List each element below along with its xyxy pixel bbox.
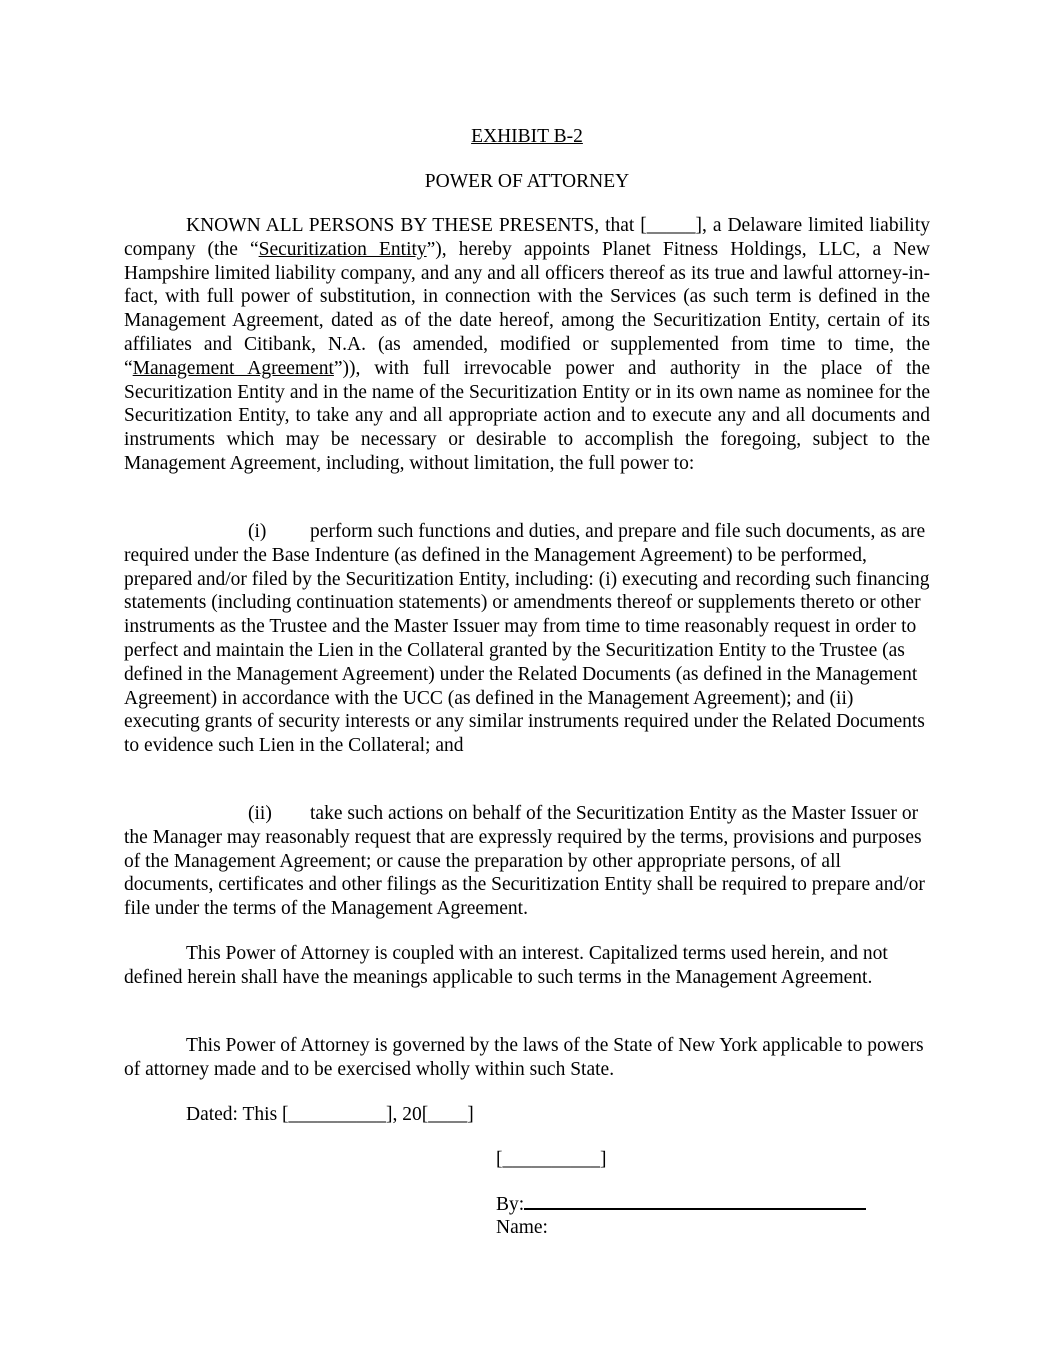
signature-by-line (496, 1192, 916, 1217)
document-title: POWER OF ATTORNEY (424, 171, 630, 192)
signature-line (524, 1192, 866, 1210)
coupled-interest-paragraph (124, 942, 930, 990)
item-ii-text: take such actions on behalf of the Securitization Entity as the Master Issuer or the Manager may reasonably request that are expressly required by the terms, provisions and purposes of the Management Agreement; or cause the preparation by other appropriate persons, of all documents, certificates and other filings as the Securitization Entity shall be required to prepare and/or file under the terms of the Management Agreement. (124, 803, 925, 920)
governing-law-text: This Power of Attorney is governed by the laws of the State of New York applicable to powers of attorney made and to be exercised wholly within such State. (124, 1035, 924, 1080)
intro-text-1: KNOWN ALL PERSONS BY THESE PRESENTS, that [_____], a Delaware limited liability company (the “ (124, 215, 930, 260)
defined-term-management-agreement: Management Agreement (132, 357, 334, 379)
dated-text: Dated: This [__________], 20[____] (186, 1104, 474, 1125)
exhibit-heading: EXHIBIT B-2 (471, 126, 583, 147)
item-ii-paragraph (124, 802, 930, 921)
signature-name-label: Name: (496, 1217, 548, 1238)
intro-paragraph (124, 214, 930, 476)
coupled-interest-text: This Power of Attorney is coupled with an interest. Capitalized terms used herein, and not defined herein shall have the meanings applicable to such terms in the Management Agreement. (124, 943, 888, 988)
intro-text-3: ”)), with full irrevocable power and authority in the place of the Securitization Entity and in the name of the Securitization Entity or in its own name as nominee for the Securitization Entity, to take any and all appropriate action and to execute any and all documents and instruments which may be necessary or desirable to accomplish the foregoing, subject to the Management Agreement, including, without limitation, the full power to: (124, 357, 930, 474)
signature-by-label: By: (496, 1194, 525, 1215)
item-i-text: perform such functions and duties, and prepare and file such documents, as are required under the Base Indenture (as defined in the Management Agreement) to be performed, prepared and/or filed by the Securitization Entity, including: (i) executing and recording such financing statements (including continuation statements) or amendments thereof or supplements thereto or other instruments as the Trustee and the Master Issuer may from time to time reasonably request in order to perfect and maintain the Lien in the Collateral granted by the Securitization Entity to the Trustee (as defined in the Management Agreement) under the Related Documents (as defined in the Management Agreement) in accordance with the UCC (as defined in the Management Agreement); and (ii) executing grants of security interests or any similar instruments required under the Related Documents to evidence such Lien in the Collateral; and (124, 521, 930, 757)
item-ii-number: (ii) (248, 803, 272, 824)
signature-entity: [__________] (496, 1149, 607, 1170)
governing-law-paragraph (124, 1034, 930, 1082)
dated-line (124, 1103, 930, 1127)
defined-term-securitization-entity: Securitization Entity (258, 238, 427, 260)
item-i-number: (i) (248, 521, 267, 542)
item-i-paragraph (124, 520, 930, 758)
intro-text-2: ”), hereby appoints Planet Fitness Holdings, LLC, a New Hampshire limited liability company, and any and all officers thereof as its true and lawful attorney-in-fact, with full power of substitution, in connection with the Services (as such term is defined in the Management Agreement, dated as of the date hereof, among the Securitization Entity, certain of its affiliates and Citibank, N.A. (as amended, modified or supplemented from time to time, the “ (124, 238, 930, 379)
